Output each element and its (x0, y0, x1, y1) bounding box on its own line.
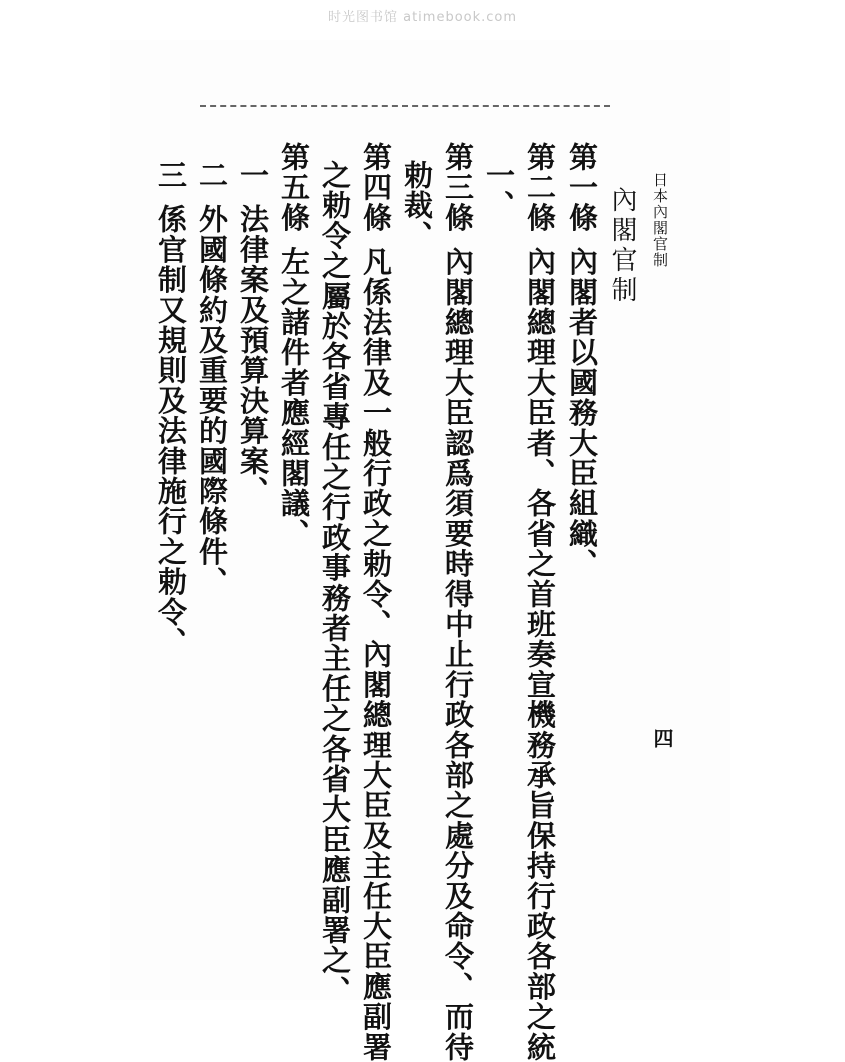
item-1-number: 一 (236, 160, 270, 191)
article-3-heading: 第三條 (441, 142, 475, 233)
article-3 (441, 142, 475, 1062)
article-4-continuation (318, 160, 352, 1006)
page-number: 四 (650, 728, 674, 748)
item-3-number: 三 (154, 160, 188, 191)
page-title: 內閣官制 (607, 186, 637, 306)
article-4-continuation-text: 之勅令之屬於各省專任之行政事務者主任之各省大臣應副署之、 (318, 160, 352, 1006)
article-5-heading: 第五條 (277, 142, 311, 233)
article-2-text: 內閣總理大臣者、各省之首班奏宣機務承旨保持行政各部之統 (523, 246, 557, 1062)
article-5-item-2 (195, 160, 229, 597)
article-5 (277, 142, 311, 549)
article-2-continuation (482, 160, 516, 221)
article-4-text: 凡係法律及一般行政之勅令、內閣總理大臣及主任大臣應副署 (359, 246, 393, 1062)
article-1-text: 內閣者以國務大臣組織、 (565, 246, 599, 579)
item-2-number: 二 (195, 160, 229, 191)
item-3-text: 係官制又規則及法律施行之勅令、 (154, 204, 188, 658)
top-rule (200, 105, 610, 107)
watermark: 时光图书馆 atimebook.com (327, 10, 518, 25)
article-5-item-1 (236, 160, 270, 507)
article-2-continuation-text: 一、 (482, 160, 516, 221)
article-3-text: 內閣總理大臣認爲須要時得中止行政各部之處分及命令、而待 (441, 246, 475, 1062)
article-2 (523, 142, 557, 1062)
article-1 (565, 142, 599, 579)
article-1-heading: 第一條 (565, 142, 599, 233)
running-header: 日本內閣官制 (651, 172, 669, 268)
article-5-text: 左之諸件者應經閣議、 (277, 246, 311, 549)
article-5-item-3 (154, 160, 188, 658)
article-4 (359, 142, 393, 1062)
article-2-heading: 第二條 (523, 142, 557, 233)
article-3-continuation-text: 勅裁、 (400, 160, 434, 251)
item-2-text: 外國條約及重要的國際條件、 (195, 204, 229, 597)
item-1-text: 法律案及預算決算案、 (236, 204, 270, 507)
article-4-heading: 第四條 (359, 142, 393, 233)
article-3-continuation (400, 160, 434, 251)
